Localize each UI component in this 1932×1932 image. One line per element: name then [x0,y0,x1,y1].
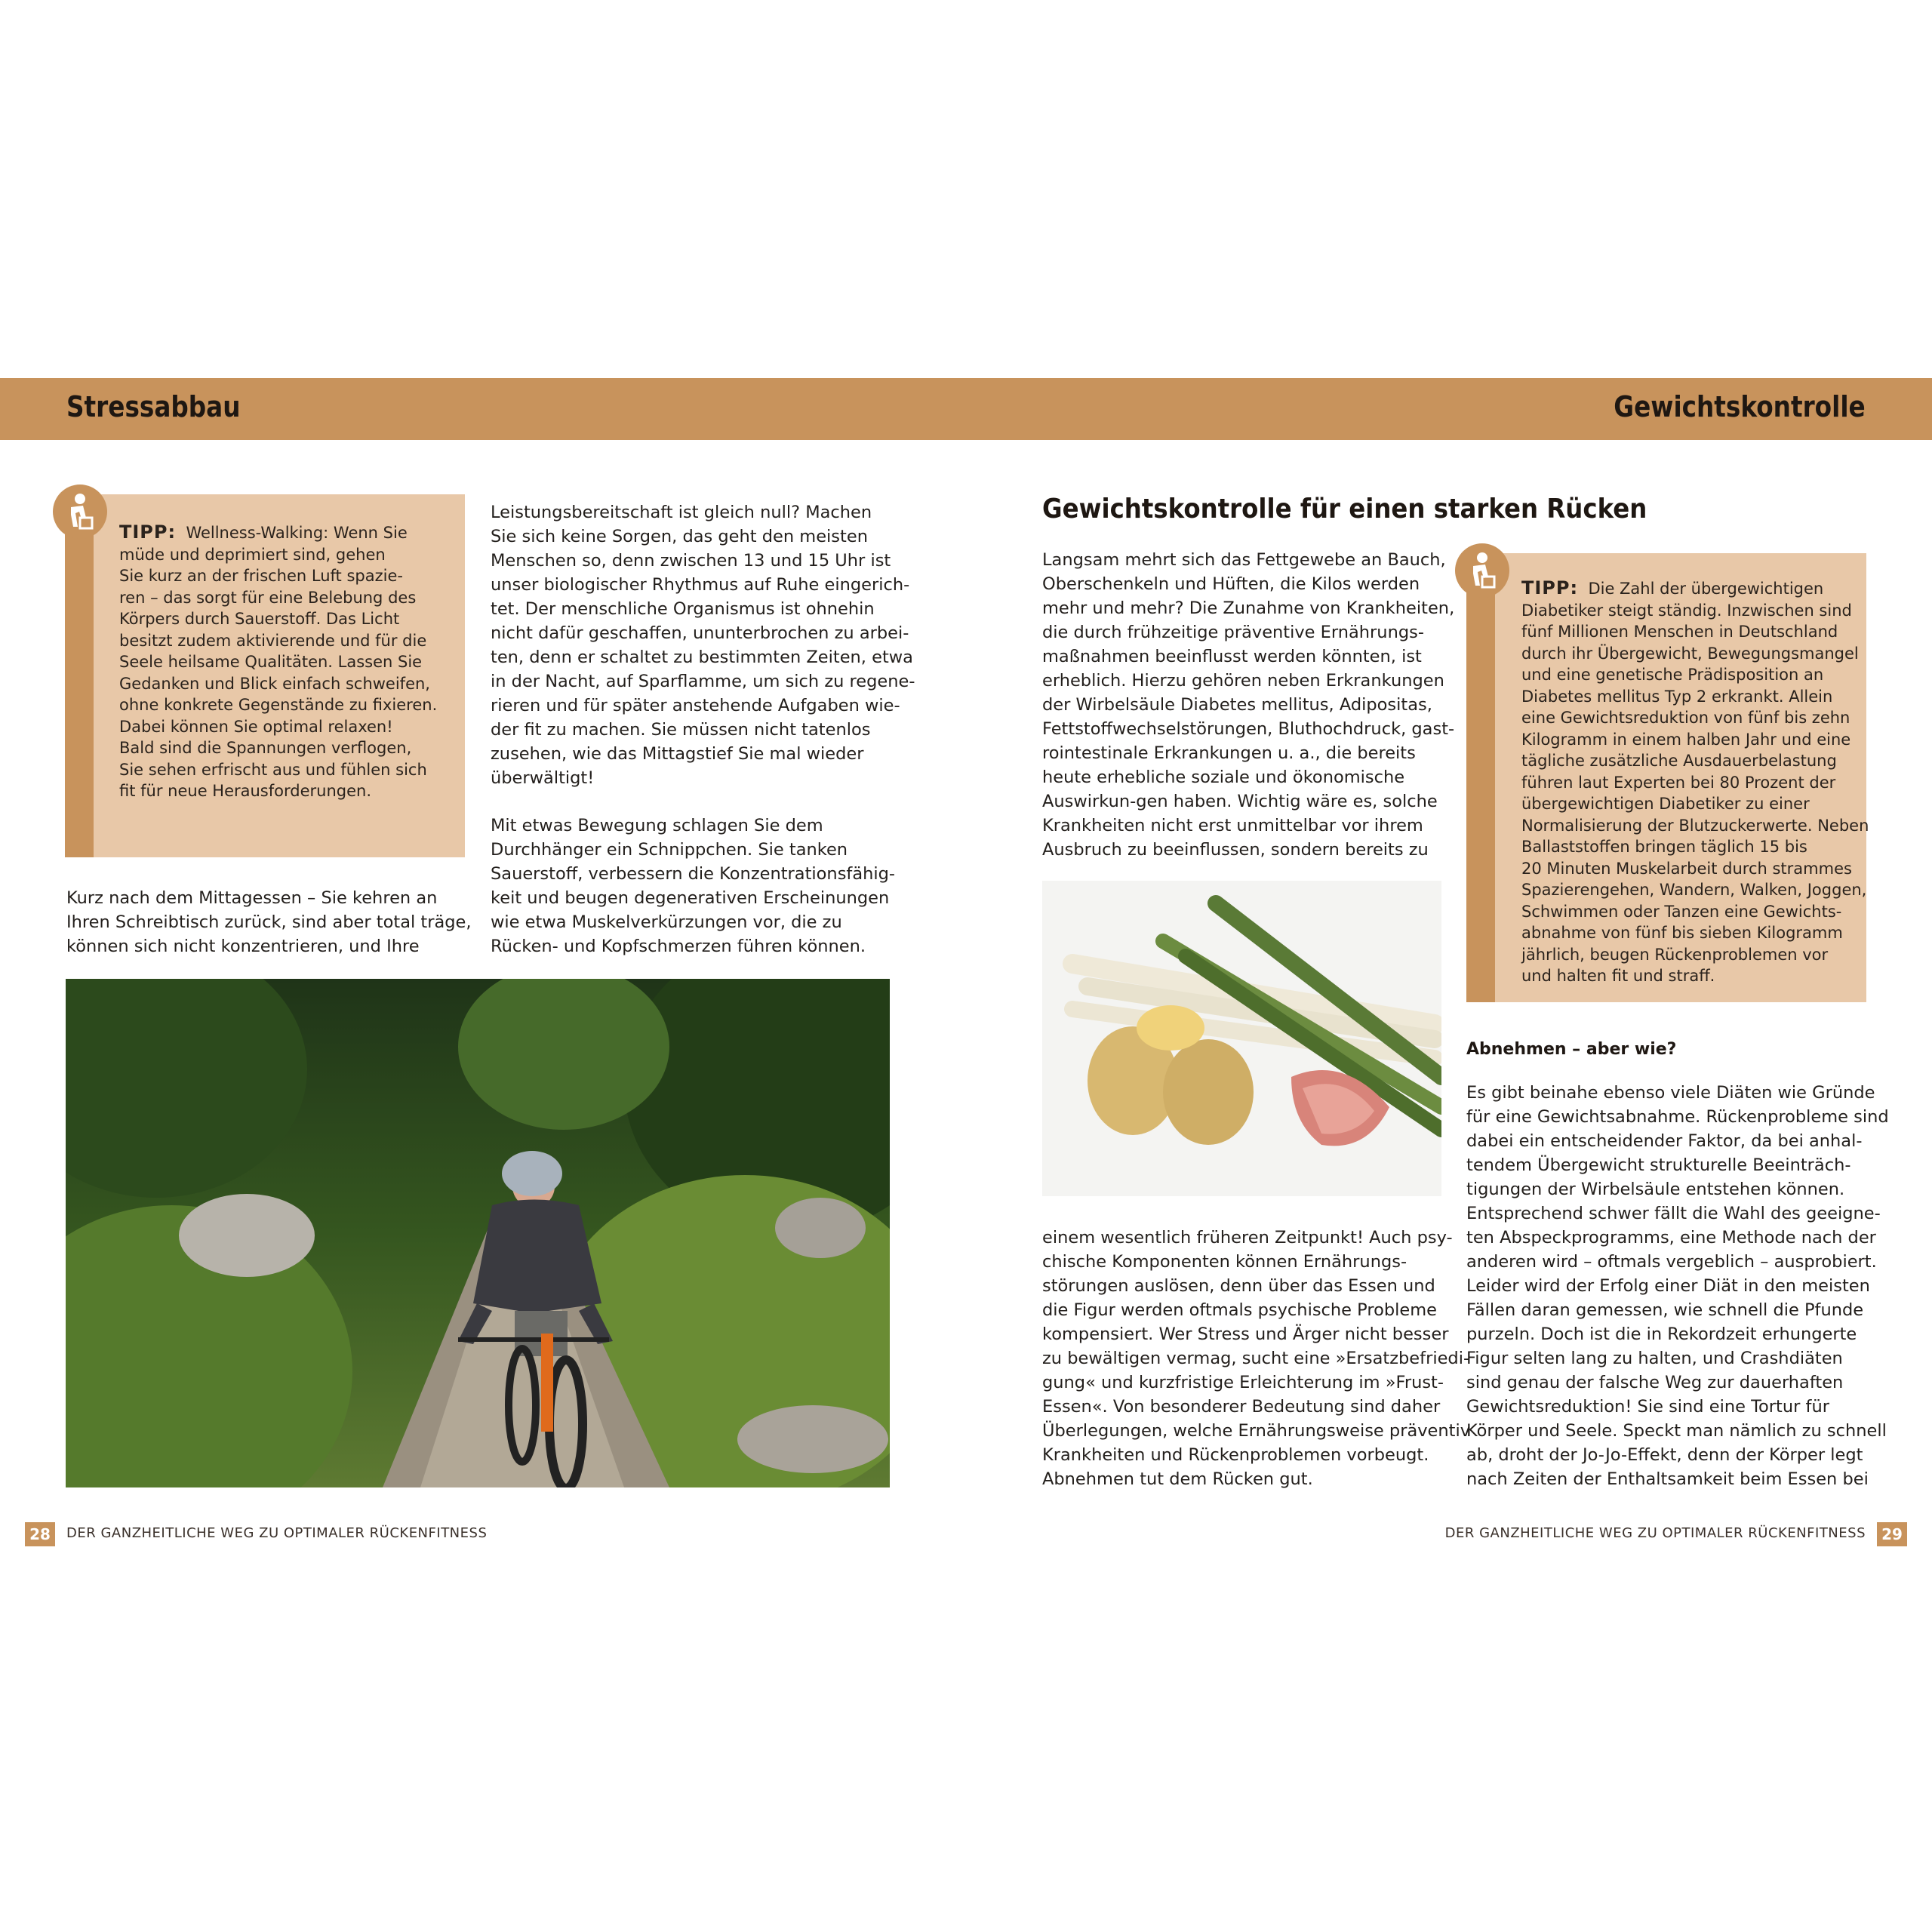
left-tip-text [119,521,437,802]
right-running-footer: DER GANZHEITLICHE WEG ZU OPTIMALER RÜCKENFITNESS [1444,1525,1866,1541]
tip-label: TIPP: [119,521,177,543]
subheading: Abnehmen – aber wie? [1466,1040,1677,1059]
left-running-footer: DER GANZHEITLICHE WEG ZU OPTIMALER RÜCKENFITNESS [66,1525,488,1541]
asparagus-potatoes-photo [1042,881,1441,1196]
tip-label: TIPP: [1521,577,1579,598]
left-col1-text: Kurz nach dem Mittagessen – Sie kehren an Ihren Schreibtisch zurück, sind aber total träge, können sich nicht konzentrieren, und Ihre [66,888,472,956]
right-tip-text [1521,577,1869,987]
left-chapter-title: Stressabbau [66,390,241,423]
right-col1-para2: einem wesentlich früheren Zeitpunkt! Auch psy- chische Komponenten können Ernährungs- störungen auslösen, denn über das Essen und die Figur werden oftmals psychische Probleme kompensiert. Wer Stress und Ärger nicht besser zu bewältigen vermag, sucht eine »Ersatzbefriedi- gung« und kurzfristige Erleichterung im »Frust- Essen«. Von besonderer Bedeutung sind daher Überlegungen, welche Ernährungsweise präventiv Krankheiten und Rückenproblemen vorbeugt. Abnehmen tut dem Rücken gut. [1042,1228,1471,1489]
left-col2-para2: Mit etwas Bewegung schlagen Sie dem Durchhänger ein Schnippchen. Sie tanken Sauerstoff, verbessern die Konzentrationsfähig- keit und beugen degenerativen Erscheinungen wie etwa Muskelverkürzungen vor, die zu Rücken- und Kopfschmerzen führen können. [491,816,896,956]
person-lifting-box-icon [53,485,107,539]
right-chapter-title: Gewichtskontrolle [1614,390,1866,423]
left-col2-para1: Leistungsbereitschaft ist gleich null? Machen Sie sich keine Sorgen, das geht den meisten Menschen so, denn zwischen 13 und 15 Uhr ist unser biologischer Rhythmus auf Ruhe eingerich- tet. Der menschliche Organismus ist ohnehin nicht dafür geschaffen, ununterbrochen zu arbei- ten, denn er schaltet zu bestimmten Zeiten, etwa in der Nacht, auf Sparflamme, um sich zu regene- rieren und für später anstehende Aufgaben wie- der fit zu machen. Sie müssen nicht tatenlos zusehen, wie das Mittagstief Sie mal wieder überwältigt! [491,503,915,788]
tip-body: müde und deprimiert sind, gehen Sie kurz an der frischen Luft spazie- ren – das sorgt für eine Belebung des Körpers durch Sauerstoff. Das Licht besitzt zudem aktivierende und für die Seele heilsame Qualitäten. Lassen Sie Gedanken und Blick einfach schweifen, ohne konkrete Gegenstände zu fixieren. Dabei können Sie optimal relaxen! Bald sind die Spannungen verflogen, Sie sehen erfrischt aus und fühlen sich fit für neue Herausforderungen. [119,545,438,800]
right-col1-para1: Langsam mehrt sich das Fettgewebe an Bauch, Oberschenkeln und Hüften, die Kilos werden mehr und mehr? Die Zunahme von Krankheiten, die durch frühzeitige präventive Ernährungs- maßnahmen beeinflusst werden könnten, ist erheblich. Hierzu gehören neben Erkrankungen der Wirbelsäule Diabetes mellitus, Adipositas, Fettstoffwechselstörungen, Bluthochdruck, gast- rointestinale Erkrankungen u. a., die bereits heute erhebliche soziale und ökonomische Auswirkun-gen haben. Wichtig wäre es, solche Krankheiten nicht erst unmittelbar vor ihrem Ausbruch zu beeinflussen, sondern bereits zu [1042,550,1455,860]
person-lifting-box-icon [1455,543,1509,598]
mountain-biker-photo [66,979,890,1487]
section-heading: Gewichtskontrolle für einen starken Rücken [1042,494,1647,525]
right-page-number: 29 [1877,1522,1907,1546]
right-col2-text: Es gibt beinahe ebenso viele Diäten wie Gründe für eine Gewichtsabnahme. Rückenprobleme sind dabei ein entscheidender Faktor, da bei anhal- tendem Übergewicht strukturelle Beeinträch- tigungen der Wirbelsäule entstehen können. Entsprechend schwer fällt die Wahl des geeigne- ten Abspeckprogramms, eine Methode nach der anderen wird – oftmals vergeblich – ausprobiert. Leider wird der Erfolg einer Diät in den meisten Fällen daran gemessen, wie schnell die Pfunde purzeln. Doch ist die in Rekordzeit erhungerte Figur selten lang zu halten, und Crashdiäten sind genau der falsche Weg zur dauerhaften Gewichtsreduktion! Sie sind eine Tortur für Körper und Seele. Speckt man nämlich zu schnell ab, droht der Jo-Jo-Effekt, denn der Körper legt nach Zeiten der Enthaltsamkeit beim Essen bei [1466,1083,1889,1489]
chapter-header-band [0,378,1932,440]
tip-first-line: Die Zahl der übergewichtigen [1588,580,1824,598]
left-page-number: 28 [25,1522,55,1546]
tip-body: Diabetiker steigt ständig. Inzwischen sind fünf Millionen Menschen in Deutschland durch ihr Übergewicht, Bewegungsmangel und eine genetische Prädisposition an Diabetes mellitus Typ 2 erkrankt. Allein eine Gewichtsreduktion von fünf bis zehn Kilogramm in einem halben Jahr und eine tägliche zusätzliche Ausdauerbelastung führen laut Experten bei 80 Prozent der übergewichtigen Diabetiker zu einer Normalisierung der Blutzuckerwerte. Neben Ballaststoffen bringen täglich 15 bis 20 Minuten Muskelarbeit durch strammes Spazierengehen, Wandern, Walken, Joggen, Schwimmen oder Tanzen eine Gewichts- abnahme von fünf bis sieben Kilogramm jährlich, beugen Rückenproblemen vor und halten fit und straff. [1521,601,1869,985]
tip-first-line: Wellness-Walking: Wenn Sie [186,524,408,542]
